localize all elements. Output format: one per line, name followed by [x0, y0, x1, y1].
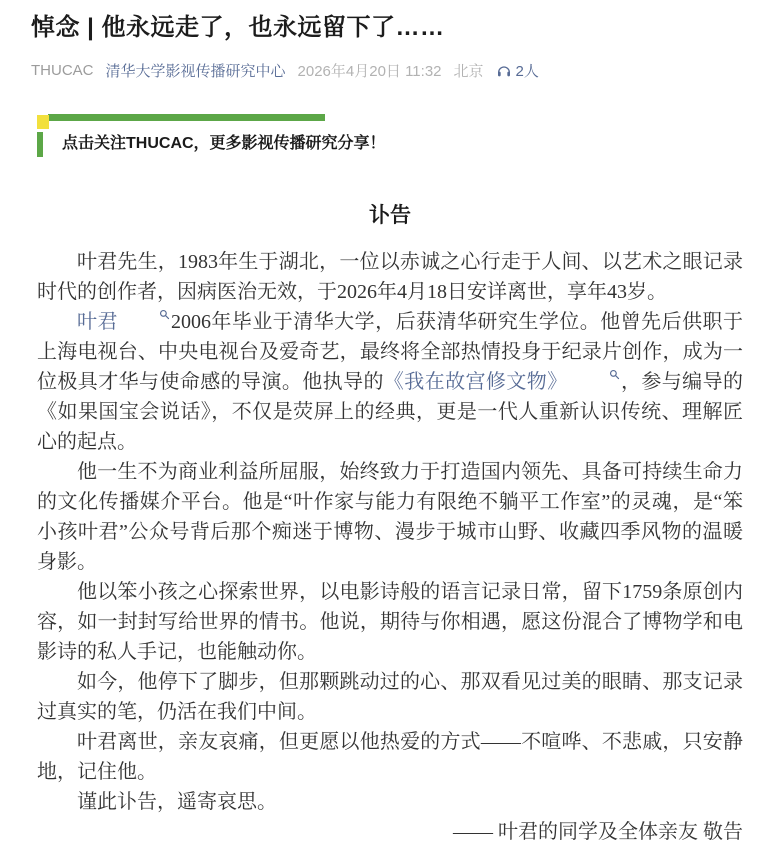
article-page [0, 13, 776, 843]
headphone-icon [496, 63, 512, 79]
obituary-heading: 讣告 [369, 204, 411, 227]
listen-button[interactable] [496, 60, 539, 81]
paragraph-5: 如今，他停下了脚步，但那颗跳动过的心、那双看见过美的眼睛、那支记录过真实的笔，仍活在我们中间。 [37, 671, 743, 723]
paragraph-2-text-b: ，参与编导的《如果国宝会说话》，不仅是荧屏上的经典，更是一代人重新认识传统、理解匠心的起点。 [37, 371, 743, 453]
paragraph-2 [37, 307, 743, 457]
search-icon[interactable] [569, 369, 620, 380]
signature: —— 叶君的同学及全体亲友 敬告 [453, 821, 743, 843]
byline [31, 60, 745, 81]
publish-location: 北京 [453, 63, 484, 80]
paragraph-4: 他以笨小孩之心探索世界，以电影诗般的语言记录日常，留下1759条原创内容，如一封封写给世界的情书。他说，期待与你相遇，愿这份混合了博物学和电影诗的私人手记，也能触动你。 [37, 581, 743, 663]
search-icon[interactable] [119, 309, 170, 320]
link-wozaigugong[interactable]: 《我在故宫修文物》 [383, 371, 568, 393]
link-yejun[interactable]: 叶君 [77, 311, 118, 333]
paragraph-3: 他一生不为商业利益所屈服，始终致力于打造国内领先、具备可持续生命力的文化传播媒介平台。他是“叶作家与能力有限绝不躺平工作室”的灵魂，是“笨小孩叶君”公众号背后那个痴迷于博物、漫步于城市山野、收藏四季风物的温暖身影。 [37, 461, 743, 573]
follow-banner-text: 点击关注THUCAC，更多影视传播研究分享！ [62, 135, 386, 152]
paragraph-1: 叶君先生，1983年生于湖北，一位以赤诚之心行走于人间、以艺术之眼记录时代的创作者，因病医治无效，于2026年4月18日安详离世，享年43岁。 [37, 251, 743, 303]
listen-count: 2人 [515, 63, 539, 80]
paragraph-2-text-a: 2006年毕业于清华大学，后获清华研究生学位。他曾先后供职于上海电视台、中央电视台及爱奇艺，最终将全部热情投身于纪录片创作，成为一位极具才华与使命感的导演。他执导的 [37, 311, 744, 393]
account-name-link[interactable]: 清华大学影视传播研究中心 [105, 63, 286, 80]
green-vertical-bar-decoration [37, 132, 43, 157]
account-id: THUCAC [31, 62, 94, 79]
paragraph-6: 叶君离世，亲友哀痛，但更愿以他热爱的方式——不喧哗、不悲戚，只安静地，记住他。 [37, 731, 743, 783]
publish-date: 2026年4月20日 11:32 [297, 63, 442, 80]
article-title: 悼念 | 他永远走了，也永远留下了…… [31, 14, 445, 41]
yellow-square-decoration [37, 115, 49, 129]
obituary-body [37, 247, 743, 847]
follow-banner[interactable] [37, 114, 745, 159]
green-bar-decoration [48, 114, 325, 121]
paragraph-7: 谨此讣告，遥寄哀思。 [77, 791, 277, 813]
